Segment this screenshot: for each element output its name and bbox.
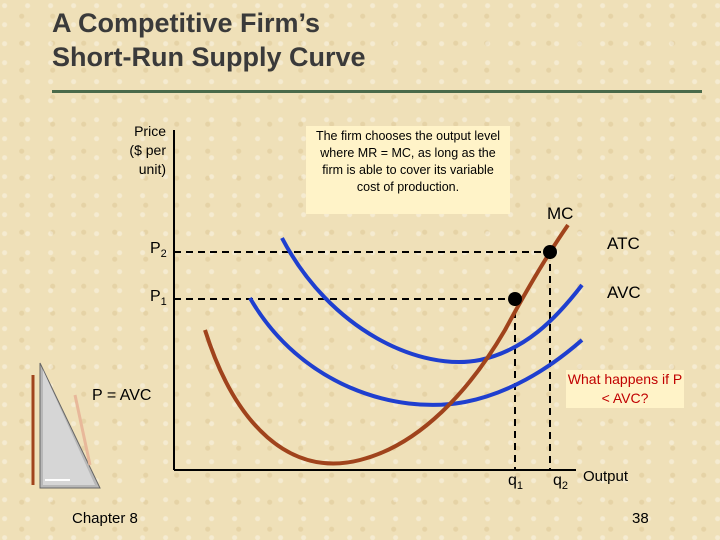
atc-curve bbox=[282, 238, 582, 362]
p1-q1-point bbox=[508, 292, 522, 306]
p2-q2-point bbox=[543, 245, 557, 259]
question-callout: What happens if P < AVC? bbox=[567, 371, 683, 406]
p-avc-label: P = AVC bbox=[92, 387, 152, 404]
chapter-footer: Chapter 8 bbox=[72, 510, 138, 527]
avc-label: AVC bbox=[607, 283, 641, 302]
page-number: 38 bbox=[632, 510, 649, 527]
p2-label: $P_2$ bbox=[150, 240, 167, 261]
q2-label: $q_2$ bbox=[553, 472, 569, 493]
explanation-note: The firm chooses the output level where MR = MC, as long as the firm is able to cover its variable cost of production. bbox=[306, 126, 510, 214]
y-axis-label: Price ($ per unit) bbox=[129, 123, 166, 177]
avc-curve bbox=[250, 298, 582, 405]
atc-label: ATC bbox=[607, 234, 640, 253]
slide-title: A Competitive Firm’s Short-Run Supply Curve bbox=[52, 8, 366, 72]
triangle-nav-icon[interactable] bbox=[33, 363, 100, 488]
q1-label: $q_1$ bbox=[508, 472, 524, 493]
p1-label: $P_1$ bbox=[150, 288, 167, 309]
x-axis-label: Output bbox=[583, 468, 629, 485]
mc-label: MC bbox=[547, 204, 574, 223]
